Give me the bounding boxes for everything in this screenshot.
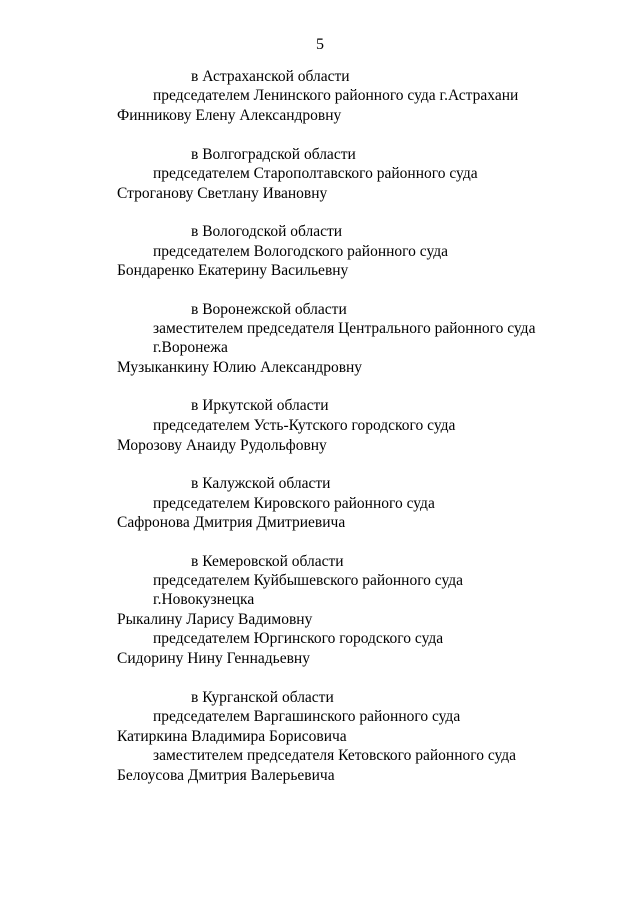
position-text: председателем Вологодского районного суда	[153, 243, 448, 260]
position-text: председателем Старополтавского районного суда	[153, 165, 478, 182]
region-heading: в Калужской области	[191, 475, 331, 492]
region-heading: в Кемеровской области	[191, 553, 344, 570]
person-name: Финникову Елену Александровну	[117, 107, 342, 124]
page-number: 5	[316, 36, 324, 53]
region-heading: в Иркутской области	[191, 397, 329, 414]
position-text: председателем Куйбышевского районного суда	[153, 572, 464, 589]
position-text: председателем Ленинского районного суда г.Астрахани	[153, 87, 519, 104]
person-name: Бондаренко Екатерину Васильевну	[117, 262, 349, 279]
region-heading: в Воронежской области	[191, 301, 347, 318]
person-name: Морозову Анаиду Рудольфовну	[117, 437, 327, 454]
position-text: председателем Кировского районного суда	[153, 495, 435, 512]
position-text: председателем Варгашинского районного суда	[153, 708, 461, 725]
person-name: Катиркина Владимира Борисовича	[117, 728, 347, 745]
person-name: Белоусова Дмитрия Валерьевича	[117, 767, 335, 784]
region-heading: в Волгоградской области	[191, 146, 356, 163]
position-text: г.Новокузнецка	[153, 591, 255, 608]
region-heading: в Вологодской области	[191, 223, 343, 240]
person-name: Музыканкину Юлию Александровну	[117, 359, 363, 376]
person-name: Строганову Светлану Ивановну	[117, 185, 328, 202]
region-heading: в Астраханской области	[191, 68, 350, 85]
person-name: Сафронова Дмитрия Дмитриевича	[117, 514, 346, 531]
person-name: Рыкалину Ларису Вадимовну	[117, 611, 313, 628]
position-text: председателем Юргинского городского суда	[153, 630, 444, 647]
position-text: г.Воронежа	[153, 339, 228, 356]
position-text: заместителем председателя Центрального районного суда	[153, 320, 536, 337]
position-text: заместителем председателя Кетовского районного суда	[153, 747, 517, 764]
region-heading: в Курганской области	[191, 689, 334, 706]
person-name: Сидорину Нину Геннадьевну	[117, 650, 310, 667]
position-text: председателем Усть-Кутского городского суда	[153, 417, 456, 434]
